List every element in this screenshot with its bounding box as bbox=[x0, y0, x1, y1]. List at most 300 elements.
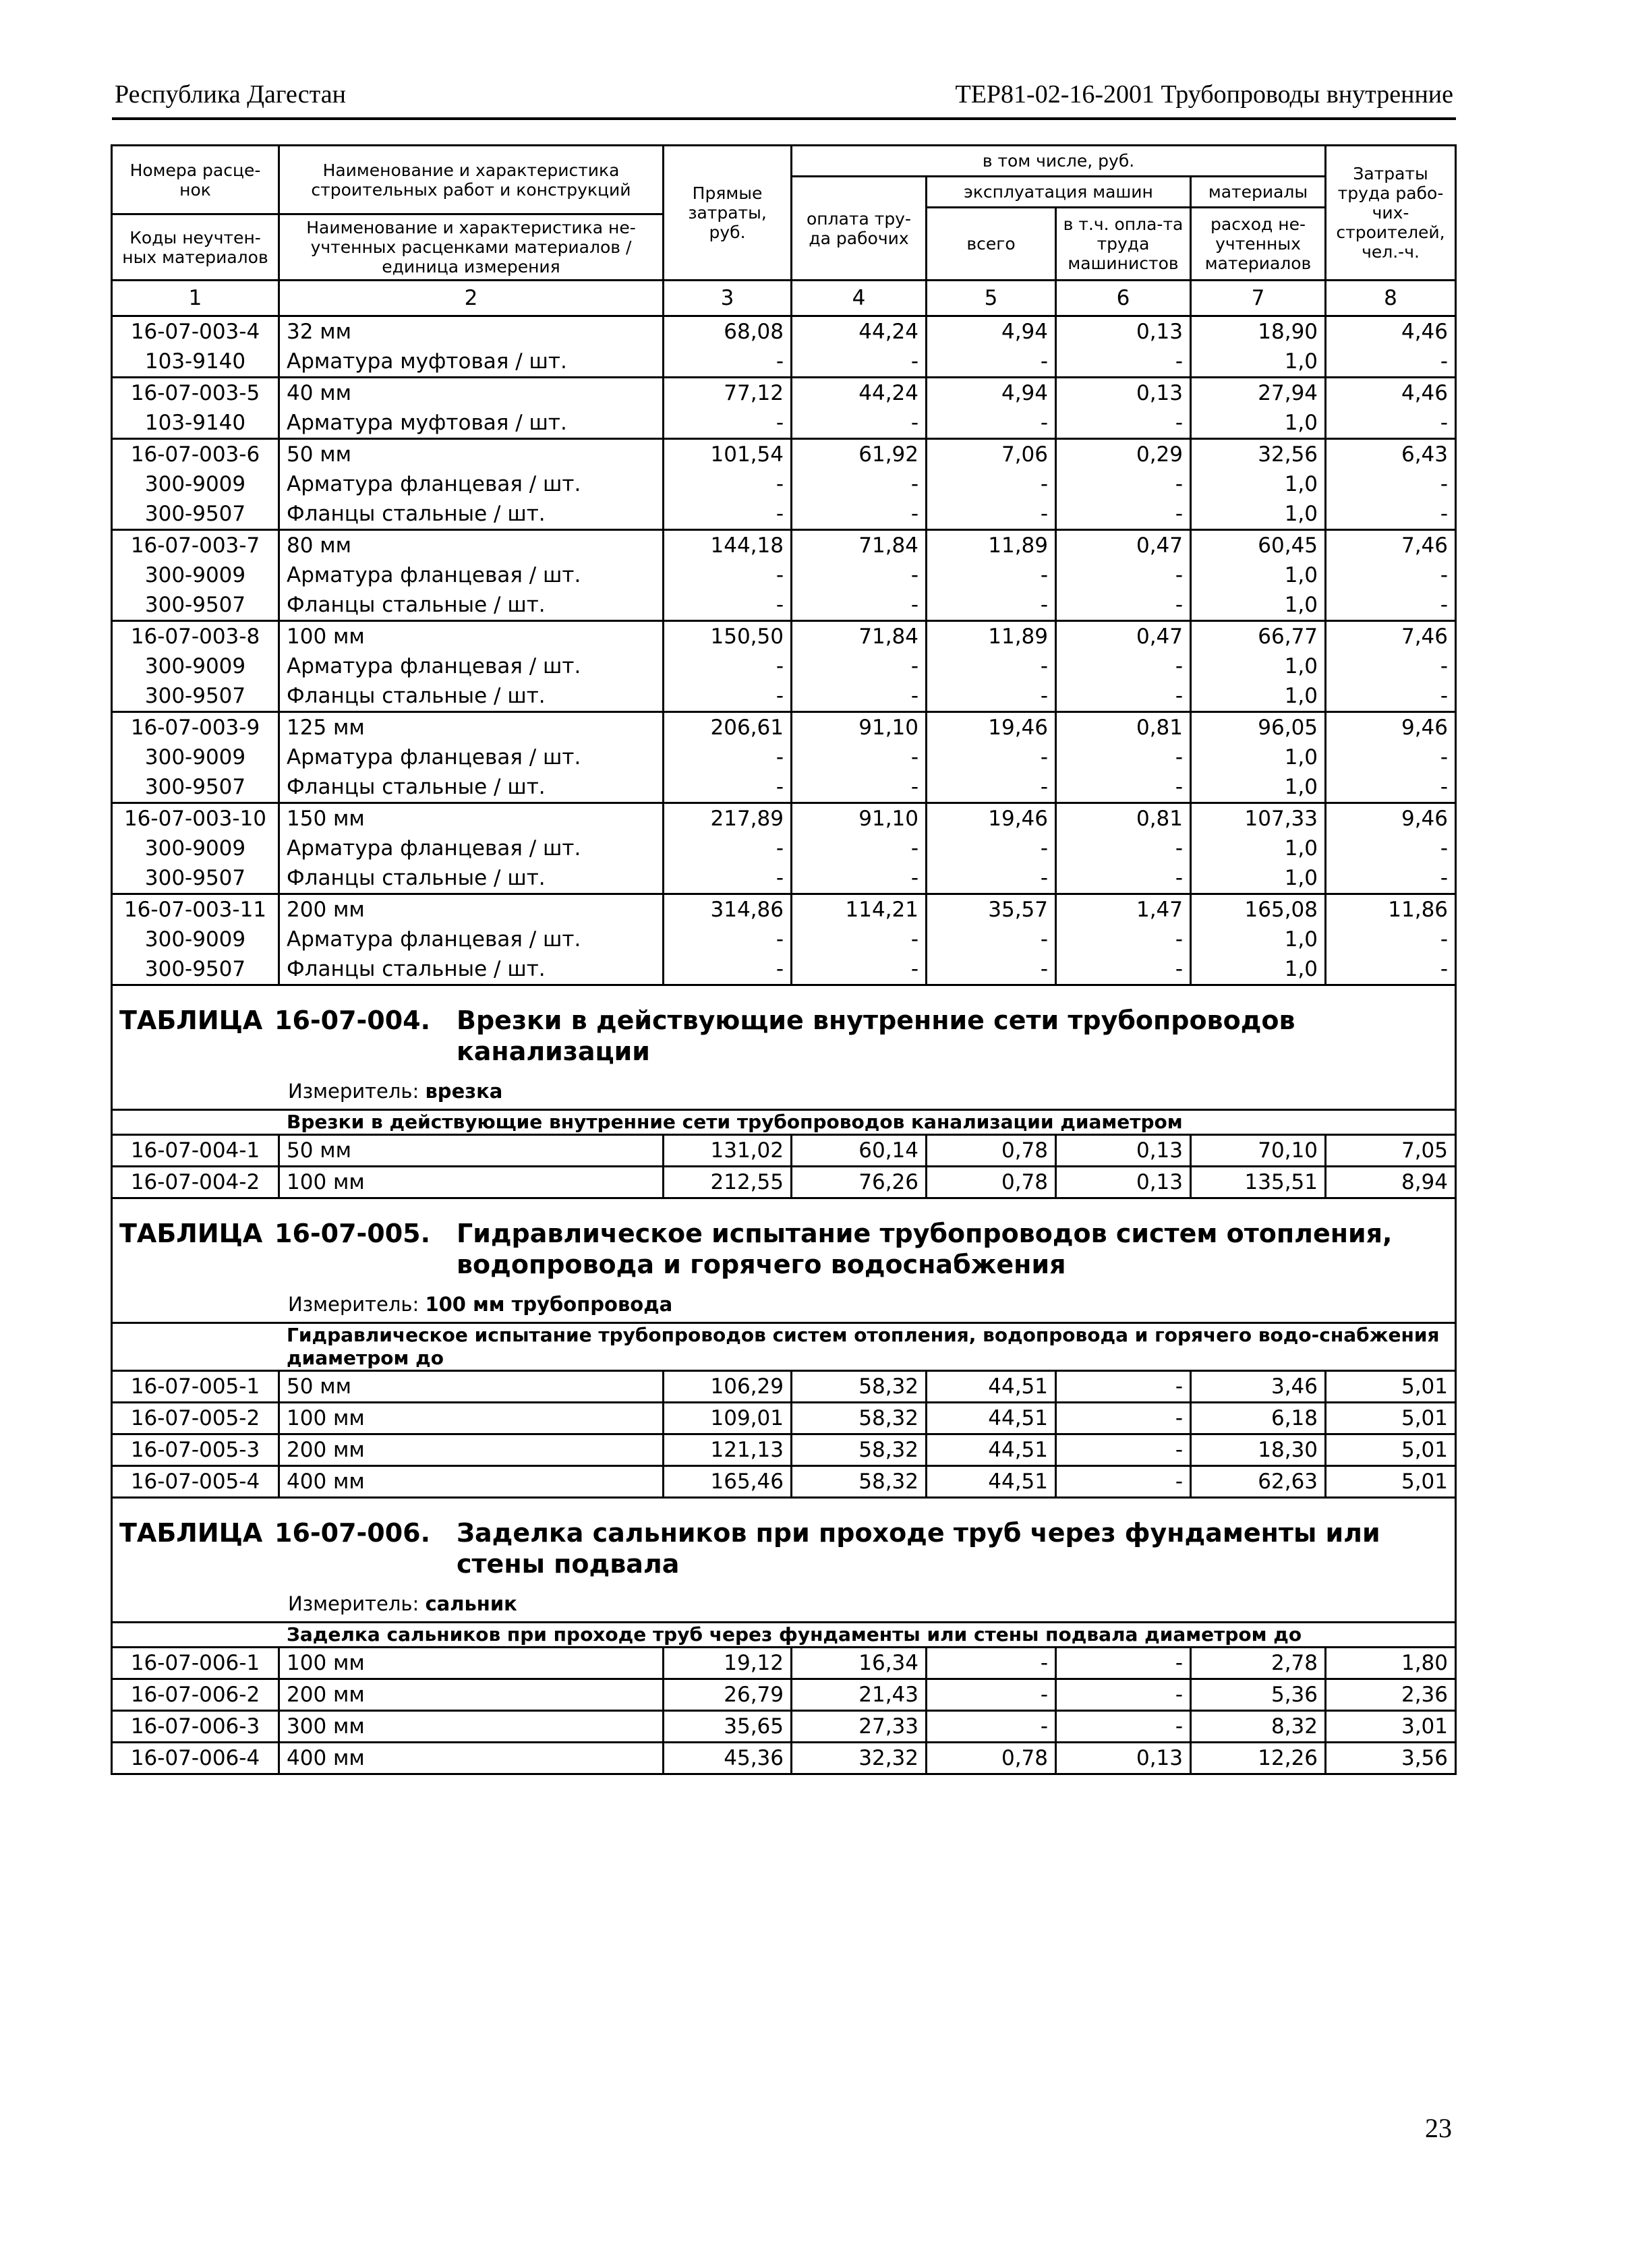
value-cell: 0,78 bbox=[927, 1167, 1056, 1198]
value-cell: 7,46 bbox=[1326, 621, 1456, 652]
item-name: Арматура муфтовая / шт. bbox=[279, 347, 664, 378]
value-cell: 27,33 bbox=[792, 1711, 927, 1743]
value-cell: - bbox=[792, 863, 927, 894]
value-cell: 7,46 bbox=[1326, 530, 1456, 561]
value-cell: - bbox=[664, 469, 792, 499]
table-row bbox=[112, 894, 1456, 925]
value-cell: 8,94 bbox=[1326, 1167, 1456, 1198]
value-cell: 135,51 bbox=[1191, 1167, 1326, 1198]
item-name: 100 мм bbox=[279, 1648, 664, 1679]
rate-code: 16-07-005-1 bbox=[112, 1371, 279, 1403]
value-cell: - bbox=[927, 834, 1056, 863]
item-name: Арматура фланцевая / шт. bbox=[279, 560, 664, 590]
section-title-cell bbox=[112, 985, 1456, 1110]
value-cell: - bbox=[1056, 347, 1191, 378]
value-cell: 44,51 bbox=[927, 1371, 1056, 1403]
table-row bbox=[112, 590, 1456, 621]
col-wage: оплата тру-да рабочих bbox=[792, 177, 927, 281]
value-cell: 1,0 bbox=[1191, 863, 1326, 894]
value-cell: 1,80 bbox=[1326, 1648, 1456, 1679]
table-row bbox=[112, 1135, 1456, 1167]
value-cell: 18,30 bbox=[1191, 1434, 1326, 1466]
value-cell: 44,24 bbox=[792, 316, 927, 347]
value-cell: 11,89 bbox=[927, 621, 1056, 652]
value-cell: - bbox=[1056, 743, 1191, 772]
value-cell: - bbox=[792, 743, 927, 772]
item-name: 100 мм bbox=[279, 1403, 664, 1434]
item-name: 32 мм bbox=[279, 316, 664, 347]
value-cell: - bbox=[792, 347, 927, 378]
value-cell: 2,78 bbox=[1191, 1648, 1326, 1679]
item-name: 300 мм bbox=[279, 1711, 664, 1743]
rates-table bbox=[111, 144, 1457, 1775]
value-cell: - bbox=[792, 925, 927, 954]
value-cell: - bbox=[664, 347, 792, 378]
section-subtitle: Гидравлическое испытание трубопроводов систем отопления, водопровода и горячего водо-снабжения диаметром до bbox=[112, 1323, 1456, 1371]
value-cell: 32,56 bbox=[1191, 439, 1326, 470]
measure-label: Измеритель: bbox=[288, 1592, 419, 1615]
value-cell: 1,0 bbox=[1191, 499, 1326, 530]
value-cell: - bbox=[664, 651, 792, 681]
value-cell: 9,46 bbox=[1326, 712, 1456, 743]
value-cell: 77,12 bbox=[664, 378, 792, 409]
table-row bbox=[112, 834, 1456, 863]
rate-code: 16-07-003-4 bbox=[112, 316, 279, 347]
value-cell: - bbox=[792, 834, 927, 863]
value-cell: - bbox=[664, 560, 792, 590]
rate-code: 16-07-005-2 bbox=[112, 1403, 279, 1434]
rate-code: 300-9009 bbox=[112, 743, 279, 772]
value-cell: 3,56 bbox=[1326, 1743, 1456, 1774]
value-cell: - bbox=[1326, 469, 1456, 499]
value-cell: 5,36 bbox=[1191, 1679, 1326, 1711]
value-cell: - bbox=[1056, 469, 1191, 499]
table-title bbox=[119, 1005, 1448, 1067]
section-subtitle: Врезки в действующие внутренние сети трубопроводов канализации диаметром bbox=[112, 1110, 1456, 1135]
value-cell: 60,14 bbox=[792, 1135, 927, 1167]
value-cell: 1,0 bbox=[1191, 925, 1326, 954]
value-cell: - bbox=[792, 954, 927, 985]
value-cell: - bbox=[927, 499, 1056, 530]
value-cell: 1,0 bbox=[1191, 560, 1326, 590]
value-cell: 1,0 bbox=[1191, 590, 1326, 621]
value-cell: - bbox=[1056, 499, 1191, 530]
value-cell: - bbox=[664, 863, 792, 894]
table-row bbox=[112, 347, 1456, 378]
value-cell: 11,86 bbox=[1326, 894, 1456, 925]
table-row bbox=[112, 1371, 1456, 1403]
table-row bbox=[112, 743, 1456, 772]
item-name: 200 мм bbox=[279, 894, 664, 925]
rate-code: 16-07-003-9 bbox=[112, 712, 279, 743]
table-row bbox=[112, 1466, 1456, 1498]
rate-code: 16-07-003-5 bbox=[112, 378, 279, 409]
measure-value: 100 мм трубопровода bbox=[425, 1293, 673, 1316]
value-cell: 68,08 bbox=[664, 316, 792, 347]
value-cell: - bbox=[664, 499, 792, 530]
value-cell: - bbox=[927, 925, 1056, 954]
value-cell: 66,77 bbox=[1191, 621, 1326, 652]
value-cell: 71,84 bbox=[792, 621, 927, 652]
value-cell: - bbox=[1056, 560, 1191, 590]
value-cell: 58,32 bbox=[792, 1434, 927, 1466]
rate-code: 300-9009 bbox=[112, 834, 279, 863]
value-cell: 71,84 bbox=[792, 530, 927, 561]
value-cell: - bbox=[1326, 408, 1456, 439]
col-machines: эксплуатация машин bbox=[927, 177, 1191, 208]
value-cell: 0,81 bbox=[1056, 803, 1191, 834]
rate-code: 16-07-003-7 bbox=[112, 530, 279, 561]
rows-006 bbox=[112, 1648, 1456, 1774]
table-row bbox=[112, 560, 1456, 590]
value-cell: - bbox=[1056, 1371, 1191, 1403]
header-rule bbox=[112, 117, 1456, 120]
value-cell: 19,46 bbox=[927, 712, 1056, 743]
value-cell: 206,61 bbox=[664, 712, 792, 743]
table-row bbox=[112, 469, 1456, 499]
item-name: 400 мм bbox=[279, 1743, 664, 1774]
section-title-cell bbox=[112, 1198, 1456, 1323]
table-number: 16-07-005. bbox=[274, 1219, 431, 1248]
item-name: Арматура фланцевая / шт. bbox=[279, 925, 664, 954]
col-unaccounted: расход не-учтенных материалов bbox=[1191, 208, 1326, 281]
item-name: 40 мм bbox=[279, 378, 664, 409]
table-row bbox=[112, 803, 1456, 834]
col-materials: материалы bbox=[1191, 177, 1326, 208]
table-row bbox=[112, 530, 1456, 561]
value-cell: - bbox=[1326, 681, 1456, 712]
table-number: 16-07-004. bbox=[274, 1006, 431, 1035]
value-cell: 58,32 bbox=[792, 1466, 927, 1498]
value-cell: 58,32 bbox=[792, 1371, 927, 1403]
value-cell: - bbox=[927, 1711, 1056, 1743]
measure bbox=[288, 1292, 1448, 1316]
value-cell: 1,0 bbox=[1191, 651, 1326, 681]
value-cell: 0,81 bbox=[1056, 712, 1191, 743]
value-cell: 1,0 bbox=[1191, 469, 1326, 499]
value-cell: - bbox=[1056, 651, 1191, 681]
rate-code: 300-9507 bbox=[112, 954, 279, 985]
value-cell: 21,43 bbox=[792, 1679, 927, 1711]
value-cell: - bbox=[792, 772, 927, 803]
value-cell: 7,06 bbox=[927, 439, 1056, 470]
value-cell: 60,45 bbox=[1191, 530, 1326, 561]
table-row bbox=[112, 499, 1456, 530]
value-cell: 70,10 bbox=[1191, 1135, 1326, 1167]
value-cell: 217,89 bbox=[664, 803, 792, 834]
value-cell: 0,13 bbox=[1056, 1743, 1191, 1774]
table-header bbox=[112, 146, 1456, 316]
value-cell: 5,01 bbox=[1326, 1403, 1456, 1434]
rate-code: 300-9009 bbox=[112, 469, 279, 499]
value-cell: 44,51 bbox=[927, 1434, 1056, 1466]
value-cell: 2,36 bbox=[1326, 1679, 1456, 1711]
value-cell: 0,13 bbox=[1056, 1167, 1191, 1198]
item-name: 80 мм bbox=[279, 530, 664, 561]
value-cell: - bbox=[664, 925, 792, 954]
value-cell: - bbox=[1326, 772, 1456, 803]
value-cell: 314,86 bbox=[664, 894, 792, 925]
section-16-07-004 bbox=[112, 985, 1456, 1135]
value-cell: - bbox=[927, 772, 1056, 803]
item-name: Фланцы стальные / шт. bbox=[279, 954, 664, 985]
value-cell: 150,50 bbox=[664, 621, 792, 652]
col-name-bottom: Наименование и характеристика не-учтенных расценками материалов / единица измерения bbox=[279, 214, 664, 281]
value-cell: 6,43 bbox=[1326, 439, 1456, 470]
item-name: 100 мм bbox=[279, 621, 664, 652]
rate-code: 16-07-003-10 bbox=[112, 803, 279, 834]
table-row bbox=[112, 712, 1456, 743]
value-cell: - bbox=[927, 590, 1056, 621]
value-cell: 91,10 bbox=[792, 803, 927, 834]
header-left: Республика Дагестан bbox=[115, 80, 346, 109]
col-total: всего bbox=[927, 208, 1056, 281]
value-cell: 35,57 bbox=[927, 894, 1056, 925]
rate-code: 16-07-006-1 bbox=[112, 1648, 279, 1679]
value-cell: 61,92 bbox=[792, 439, 927, 470]
value-cell: 144,18 bbox=[664, 530, 792, 561]
value-cell: - bbox=[1056, 772, 1191, 803]
col-num: 8 bbox=[1326, 281, 1456, 316]
rate-code: 103-9140 bbox=[112, 347, 279, 378]
value-cell: - bbox=[927, 954, 1056, 985]
header-right: ТЕР81-02-16-2001 Трубопроводы внутренние bbox=[955, 80, 1453, 109]
value-cell: - bbox=[792, 651, 927, 681]
value-cell: - bbox=[792, 590, 927, 621]
col-num: 3 bbox=[664, 281, 792, 316]
item-name: 100 мм bbox=[279, 1167, 664, 1198]
table-row bbox=[112, 1167, 1456, 1198]
value-cell: - bbox=[1326, 954, 1456, 985]
value-cell: 0,13 bbox=[1056, 378, 1191, 409]
table-name: Врезки в действующие внутренние сети трубопроводов канализации bbox=[457, 1006, 1295, 1066]
value-cell: - bbox=[1056, 1403, 1191, 1434]
value-cell: 16,34 bbox=[792, 1648, 927, 1679]
value-cell: - bbox=[927, 560, 1056, 590]
value-cell: - bbox=[927, 1679, 1056, 1711]
table-name: Гидравлическое испытание трубопроводов систем отопления, водопровода и горячего водоснабжения bbox=[457, 1219, 1393, 1279]
value-cell: 91,10 bbox=[792, 712, 927, 743]
table-row bbox=[112, 681, 1456, 712]
rate-code: 300-9009 bbox=[112, 651, 279, 681]
section-16-07-006 bbox=[112, 1498, 1456, 1648]
item-name: Фланцы стальные / шт. bbox=[279, 863, 664, 894]
item-name: Фланцы стальные / шт. bbox=[279, 681, 664, 712]
table-row bbox=[112, 925, 1456, 954]
value-cell: 101,54 bbox=[664, 439, 792, 470]
value-cell: - bbox=[927, 347, 1056, 378]
value-cell: - bbox=[792, 408, 927, 439]
value-cell: - bbox=[927, 743, 1056, 772]
rate-code: 16-07-005-4 bbox=[112, 1466, 279, 1498]
value-cell: 58,32 bbox=[792, 1403, 927, 1434]
col-labor: Затраты труда рабо-чих-строителей, чел.-ч. bbox=[1326, 146, 1456, 281]
value-cell: 26,79 bbox=[664, 1679, 792, 1711]
value-cell: 11,89 bbox=[927, 530, 1056, 561]
value-cell: 0,29 bbox=[1056, 439, 1191, 470]
value-cell: 1,0 bbox=[1191, 834, 1326, 863]
rate-code: 16-07-004-1 bbox=[112, 1135, 279, 1167]
table-row bbox=[112, 1403, 1456, 1434]
rate-code: 16-07-006-4 bbox=[112, 1743, 279, 1774]
rate-code: 300-9507 bbox=[112, 499, 279, 530]
value-cell: 32,32 bbox=[792, 1743, 927, 1774]
value-cell: 3,46 bbox=[1191, 1371, 1326, 1403]
value-cell: - bbox=[1326, 560, 1456, 590]
value-cell: 8,32 bbox=[1191, 1711, 1326, 1743]
value-cell: 44,51 bbox=[927, 1403, 1056, 1434]
table-row bbox=[112, 1648, 1456, 1679]
value-cell: 62,63 bbox=[1191, 1466, 1326, 1498]
item-name: Арматура фланцевая / шт. bbox=[279, 743, 664, 772]
table-row bbox=[112, 621, 1456, 652]
section-16-07-005 bbox=[112, 1198, 1456, 1371]
value-cell: - bbox=[927, 651, 1056, 681]
value-cell: - bbox=[1326, 743, 1456, 772]
item-name: 50 мм bbox=[279, 1135, 664, 1167]
value-cell: 1,0 bbox=[1191, 954, 1326, 985]
table-label: ТАБЛИЦА bbox=[119, 1219, 263, 1248]
rate-code: 300-9009 bbox=[112, 925, 279, 954]
value-cell: - bbox=[792, 469, 927, 499]
value-cell: 5,01 bbox=[1326, 1466, 1456, 1498]
value-cell: 165,08 bbox=[1191, 894, 1326, 925]
table-name: Заделка сальников при проходе труб через фундаменты или стены подвала bbox=[457, 1518, 1380, 1579]
value-cell: 1,47 bbox=[1056, 894, 1191, 925]
measure-value: врезка bbox=[425, 1080, 503, 1103]
value-cell: 107,33 bbox=[1191, 803, 1326, 834]
col-machinist-wage: в т.ч. опла-та труда машинистов bbox=[1056, 208, 1191, 281]
table-row bbox=[112, 651, 1456, 681]
value-cell: - bbox=[1056, 1648, 1191, 1679]
value-cell: 27,94 bbox=[1191, 378, 1326, 409]
value-cell: 9,46 bbox=[1326, 803, 1456, 834]
rate-code: 16-07-004-2 bbox=[112, 1167, 279, 1198]
item-name: 50 мм bbox=[279, 1371, 664, 1403]
measure-label: Измеритель: bbox=[288, 1080, 419, 1103]
measure bbox=[288, 1079, 1448, 1103]
item-name: Арматура фланцевая / шт. bbox=[279, 834, 664, 863]
value-cell: 0,47 bbox=[1056, 621, 1191, 652]
item-name: 200 мм bbox=[279, 1434, 664, 1466]
value-cell: 0,78 bbox=[927, 1135, 1056, 1167]
value-cell: 165,46 bbox=[664, 1466, 792, 1498]
table-row bbox=[112, 863, 1456, 894]
item-name: Фланцы стальные / шт. bbox=[279, 499, 664, 530]
item-name: Арматура фланцевая / шт. bbox=[279, 469, 664, 499]
value-cell: 3,01 bbox=[1326, 1711, 1456, 1743]
section-title-cell bbox=[112, 1498, 1456, 1623]
page-number: 23 bbox=[1425, 2113, 1452, 2143]
col-num: 7 bbox=[1191, 281, 1326, 316]
rate-code: 300-9009 bbox=[112, 560, 279, 590]
value-cell: 4,46 bbox=[1326, 378, 1456, 409]
table-label: ТАБЛИЦА bbox=[119, 1006, 263, 1035]
measure-value: сальник bbox=[425, 1592, 517, 1615]
value-cell: 35,65 bbox=[664, 1711, 792, 1743]
value-cell: 1,0 bbox=[1191, 743, 1326, 772]
rate-code: 16-07-003-11 bbox=[112, 894, 279, 925]
value-cell: - bbox=[664, 834, 792, 863]
value-cell: - bbox=[1056, 925, 1191, 954]
value-cell: 19,12 bbox=[664, 1648, 792, 1679]
value-cell: - bbox=[1056, 1466, 1191, 1498]
table-row bbox=[112, 1434, 1456, 1466]
value-cell: - bbox=[1056, 681, 1191, 712]
table-row bbox=[112, 378, 1456, 409]
col-num: 6 bbox=[1056, 281, 1191, 316]
value-cell: 6,18 bbox=[1191, 1403, 1326, 1434]
rows-005 bbox=[112, 1371, 1456, 1498]
table-row bbox=[112, 1743, 1456, 1774]
table-title bbox=[119, 1517, 1448, 1579]
value-cell: - bbox=[1326, 925, 1456, 954]
value-cell: 106,29 bbox=[664, 1371, 792, 1403]
col-direct: Прямые затраты, руб. bbox=[664, 146, 792, 281]
value-cell: 4,94 bbox=[927, 378, 1056, 409]
value-cell: - bbox=[1056, 954, 1191, 985]
table-row bbox=[112, 316, 1456, 347]
table-row bbox=[112, 439, 1456, 470]
value-cell: - bbox=[664, 954, 792, 985]
value-cell: - bbox=[792, 499, 927, 530]
value-cell: 1,0 bbox=[1191, 772, 1326, 803]
table-label: ТАБЛИЦА bbox=[119, 1518, 263, 1548]
value-cell: - bbox=[792, 560, 927, 590]
value-cell: 1,0 bbox=[1191, 681, 1326, 712]
table-row bbox=[112, 1679, 1456, 1711]
item-name: Арматура фланцевая / шт. bbox=[279, 651, 664, 681]
column-numbers bbox=[112, 281, 1456, 316]
col-codes-top: Номера расце-нок bbox=[112, 146, 279, 214]
item-name: 125 мм bbox=[279, 712, 664, 743]
value-cell: 0,13 bbox=[1056, 1135, 1191, 1167]
item-name: 50 мм bbox=[279, 439, 664, 470]
rate-code: 16-07-005-3 bbox=[112, 1434, 279, 1466]
value-cell: 5,01 bbox=[1326, 1371, 1456, 1403]
rate-code: 300-9507 bbox=[112, 772, 279, 803]
value-cell: - bbox=[927, 408, 1056, 439]
value-cell: 121,13 bbox=[664, 1434, 792, 1466]
value-cell: - bbox=[1056, 590, 1191, 621]
value-cell: - bbox=[664, 681, 792, 712]
item-name: Фланцы стальные / шт. bbox=[279, 590, 664, 621]
measure-label: Измеритель: bbox=[288, 1293, 419, 1316]
value-cell: 212,55 bbox=[664, 1167, 792, 1198]
rows-004 bbox=[112, 1135, 1456, 1198]
col-incl: в том числе, руб. bbox=[792, 146, 1326, 177]
value-cell: - bbox=[1056, 834, 1191, 863]
value-cell: - bbox=[1056, 1711, 1191, 1743]
col-name-top: Наименование и характеристика строительных работ и конструкций bbox=[279, 146, 664, 214]
col-codes-bottom: Коды неучтен-ных материалов bbox=[112, 214, 279, 281]
value-cell: 1,0 bbox=[1191, 347, 1326, 378]
rate-code: 300-9507 bbox=[112, 590, 279, 621]
rate-code: 16-07-003-6 bbox=[112, 439, 279, 470]
item-name: Арматура муфтовая / шт. bbox=[279, 408, 664, 439]
table-row bbox=[112, 954, 1456, 985]
value-cell: 4,94 bbox=[927, 316, 1056, 347]
value-cell: 76,26 bbox=[792, 1167, 927, 1198]
value-cell: - bbox=[1056, 408, 1191, 439]
rate-code: 300-9507 bbox=[112, 681, 279, 712]
value-cell: - bbox=[1326, 499, 1456, 530]
value-cell: - bbox=[1326, 651, 1456, 681]
value-cell: - bbox=[1056, 1679, 1191, 1711]
value-cell: 5,01 bbox=[1326, 1434, 1456, 1466]
value-cell: 4,46 bbox=[1326, 316, 1456, 347]
col-num: 4 bbox=[792, 281, 927, 316]
